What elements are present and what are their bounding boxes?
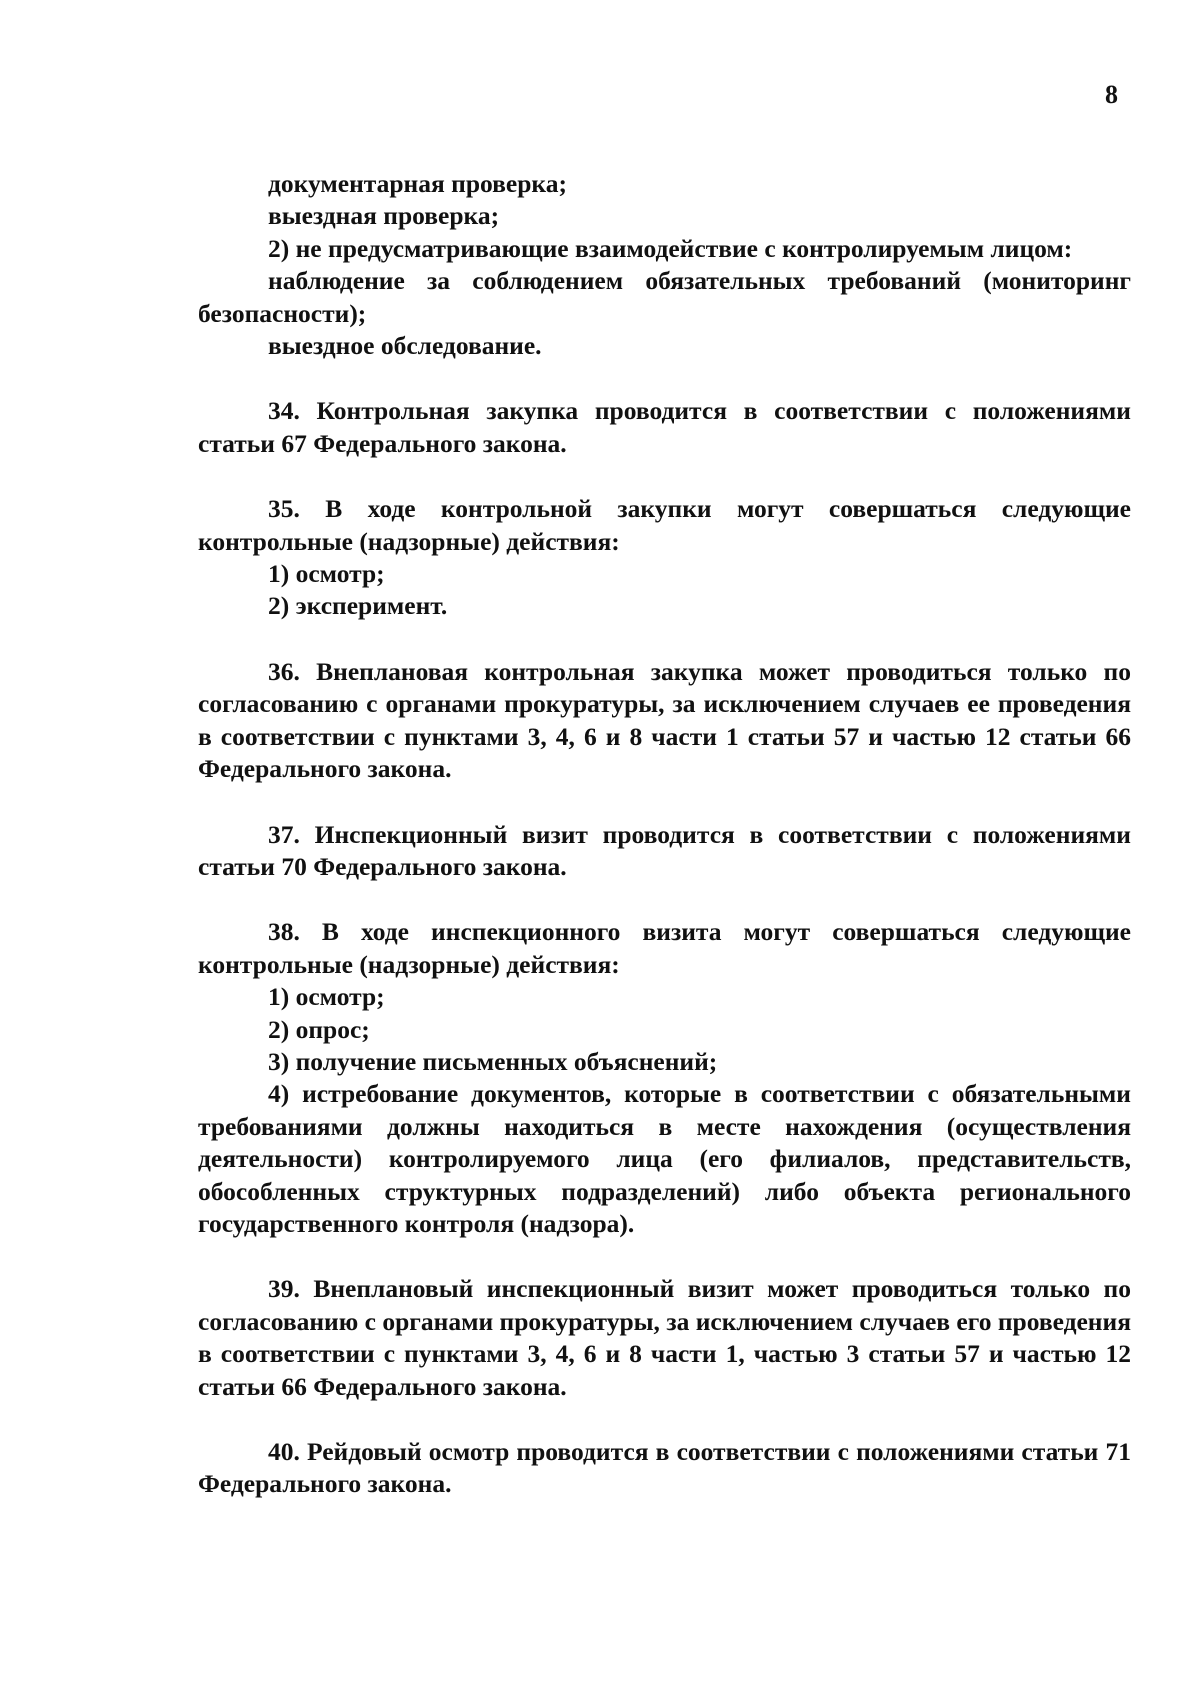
clause-39: 39. Внеплановый инспекционный визит может проводиться только по согласованию с органами прокуратуры, за исключением случаев его проведения в соответствии с пунктами 3, 4, 6 и 8 части 1, частью 3 статьи 57 и частью 12 статьи 66 Федерального закона. xyxy=(198,1274,1131,1401)
clause-36: 36. Внеплановая контрольная закупка может проводиться только по согласованию с органами прокуратуры, за исключением случаев ее проведения в соответствии с пунктами 3, 4, 6 и 8 части 1 статьи 57 и частью 12 статьи 66 Федерального закона. xyxy=(198,656,1131,784)
paragraph-gap xyxy=(198,1240,1131,1273)
list-item: 3) получение письменных объяснений; xyxy=(268,1046,718,1076)
paragraph-gap xyxy=(198,623,1131,656)
list-item: 2) эксперимент. xyxy=(268,591,448,621)
clause-37: 37. Инспекционный визит проводится в соответствии с положениями статьи 70 Федерального закона. xyxy=(198,819,1131,881)
paragraph-gap xyxy=(198,460,1131,493)
paragraph-gap xyxy=(198,362,1131,395)
clause-40: 40. Рейдовый осмотр проводится в соответствии с положениями статьи 71 Федерального закона. xyxy=(198,1437,1131,1499)
clause-38: 38. В ходе инспекционного визита могут совершаться следующие контрольные (надзорные) действия: xyxy=(198,917,1131,979)
paragraph: выездное обследование. xyxy=(268,331,542,361)
page-number: 8 xyxy=(1105,80,1118,109)
list-item: 4) истребование документов, которые в соответствии с обязательными требованиями должны находиться в месте нахождения (осуществления деятельности) контролируемого лица (его филиалов, представительств, обособленных структурных подразделений) либо объекта регионального государственного контроля (надзора). xyxy=(198,1079,1131,1238)
clause-34: 34. Контрольная закупка проводится в соответствии с положениями статьи 67 Федерального закона. xyxy=(198,396,1131,458)
paragraph-gap xyxy=(198,883,1131,916)
list-item: 1) осмотр; xyxy=(268,982,385,1012)
clause-35: 35. В ходе контрольной закупки могут совершаться следующие контрольные (надзорные) действия: xyxy=(198,494,1131,556)
paragraph: выездная проверка; xyxy=(268,201,500,231)
list-item: 1) осмотр; xyxy=(268,559,385,589)
document-body xyxy=(198,168,1131,1501)
paragraph: 2) не предусматривающие взаимодействие с контролируемым лицом: xyxy=(268,233,1073,263)
paragraph-gap xyxy=(198,786,1131,819)
list-item: 2) опрос; xyxy=(268,1014,370,1044)
paragraph: наблюдение за соблюдением обязательных требований (мониторинг безопасности); xyxy=(198,266,1131,328)
paragraph-gap xyxy=(198,1403,1131,1436)
paragraph: документарная проверка; xyxy=(268,169,567,198)
